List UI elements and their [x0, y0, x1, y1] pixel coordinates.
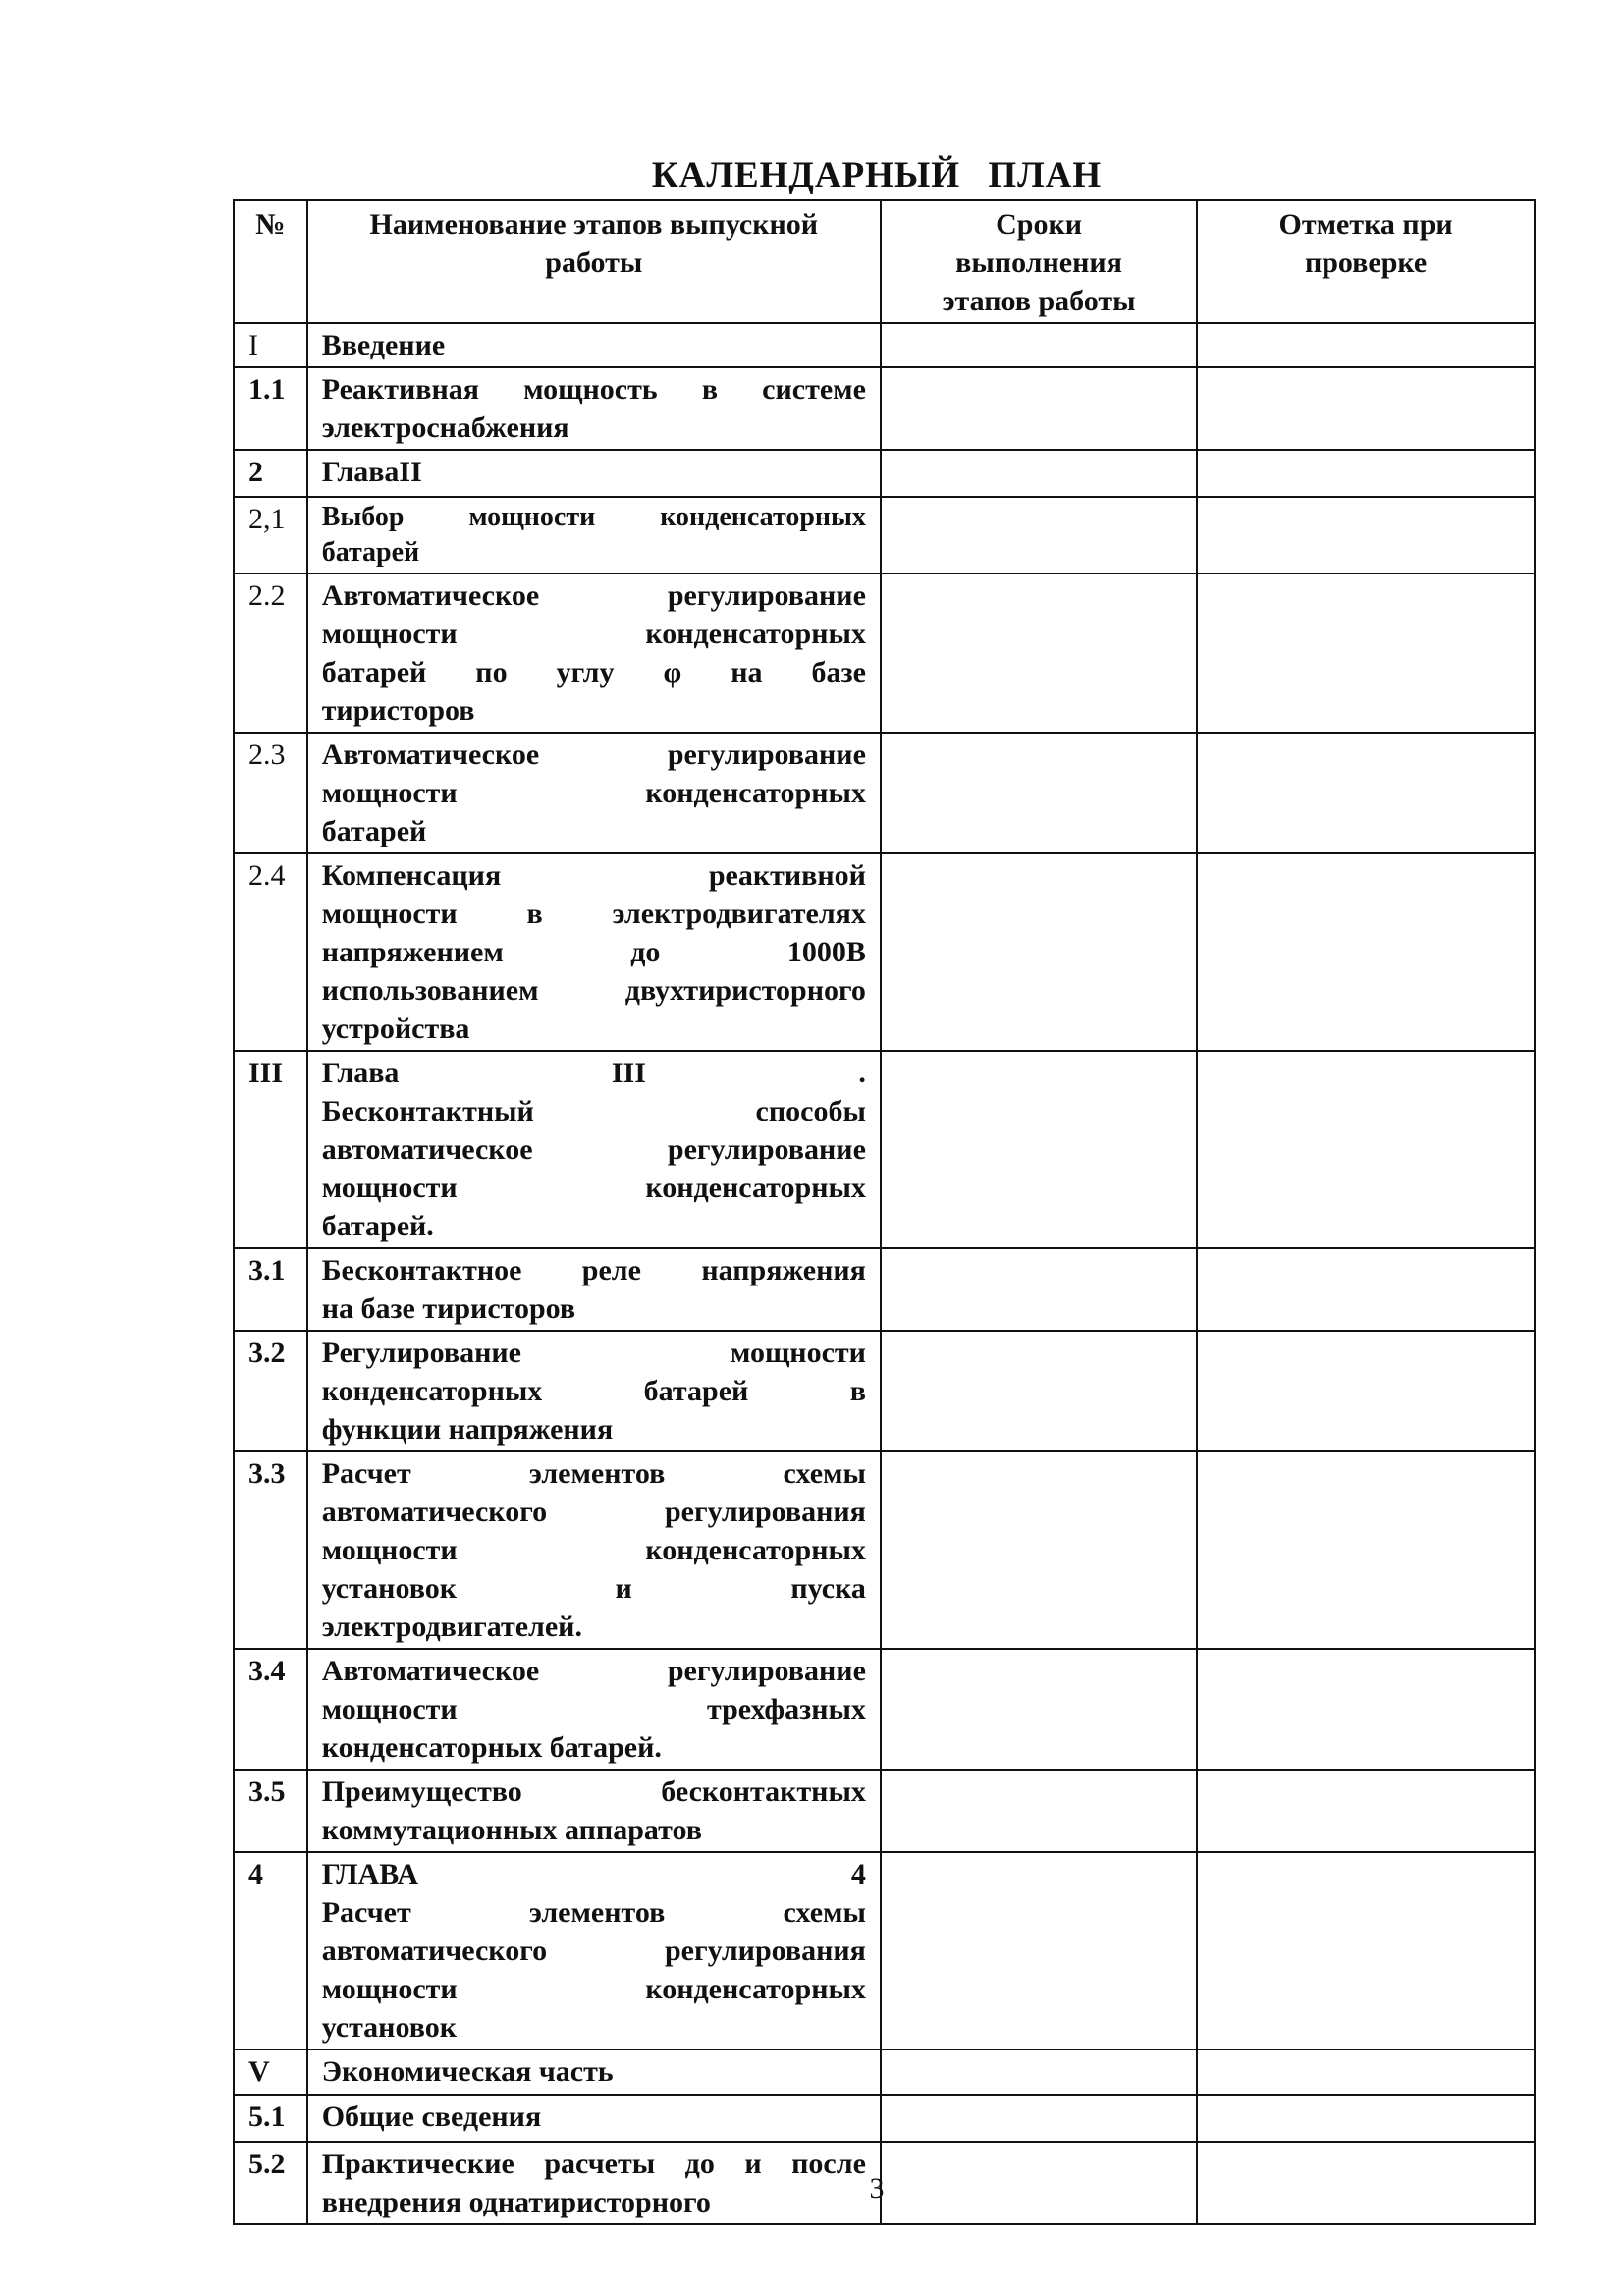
stage-name-line: Бесконтактное реле напряжения [321, 1254, 866, 1286]
stage-name-line: функции напряжения [321, 1413, 614, 1446]
stage-name-line: батарей по углу φ на базе [321, 656, 866, 688]
stage-number: 5.2 [234, 2142, 307, 2224]
table-row [234, 2095, 1535, 2142]
stage-name [307, 497, 881, 574]
table-row [234, 1451, 1535, 1649]
stage-name-line: батарей [321, 537, 420, 568]
stage-term-cell [881, 574, 1197, 733]
stage-term-cell [881, 1770, 1197, 1852]
stage-name-line: батарей. [321, 1210, 434, 1242]
stage-name [307, 1248, 881, 1331]
stage-number: III [234, 1051, 307, 1248]
calendar-plan-table [233, 199, 1536, 2225]
stage-mark-cell [1197, 1051, 1535, 1248]
stage-number: 2,1 [234, 497, 307, 574]
stage-term-cell [881, 367, 1197, 450]
stage-name-line: автоматическое регулирование [321, 1133, 866, 1166]
stage-name-line: Практические расчеты до и после [321, 2148, 866, 2180]
stage-name-line: Компенсация реактивной [321, 859, 866, 892]
table-row [234, 367, 1535, 450]
stage-term-cell [881, 1331, 1197, 1451]
stage-number: 3.5 [234, 1770, 307, 1852]
stage-term-cell [881, 2050, 1197, 2095]
stage-term-cell [881, 2095, 1197, 2142]
table-row [234, 323, 1535, 367]
stage-number: 3.3 [234, 1451, 307, 1649]
stage-name-line: ГЛАВА 4 [321, 1858, 866, 1890]
header-mark [1197, 200, 1535, 323]
stage-mark-cell [1197, 1248, 1535, 1331]
stage-mark-cell [1197, 574, 1535, 733]
stage-name-line: батарей [321, 815, 427, 847]
table-row [234, 853, 1535, 1051]
stage-name [307, 1331, 881, 1451]
stage-name [307, 1451, 881, 1649]
stage-term-cell [881, 1649, 1197, 1770]
stage-name-line: конденсаторных батарей в [321, 1375, 866, 1407]
stage-name-line: на базе тиристоров [321, 1292, 576, 1325]
stage-name [307, 853, 881, 1051]
stage-name [307, 1051, 881, 1248]
stage-term-cell [881, 1852, 1197, 2050]
header-term [881, 200, 1197, 323]
table-row [234, 497, 1535, 574]
table-row [234, 450, 1535, 497]
stage-name-line: Выбор мощности конденсаторных [321, 502, 866, 532]
stage-number: 2.2 [234, 574, 307, 733]
stage-mark-cell [1197, 1331, 1535, 1451]
stage-number: 3.2 [234, 1331, 307, 1451]
stage-name-line: мощности конденсаторных [321, 777, 866, 809]
stage-name [307, 733, 881, 853]
stage-name [307, 1649, 881, 1770]
stage-name-line: напряжением до 1000В [321, 936, 866, 968]
stage-mark-cell [1197, 2050, 1535, 2095]
stage-name-line: Бесконтактный способы [321, 1095, 866, 1127]
stage-name [307, 367, 881, 450]
table-row [234, 2050, 1535, 2095]
table-row [234, 1649, 1535, 1770]
stage-mark-cell [1197, 733, 1535, 853]
stage-name [307, 323, 881, 367]
stage-name-line: коммутационных аппаратов [321, 1814, 702, 1846]
stage-name [307, 574, 881, 733]
header-num: № [234, 200, 307, 323]
stage-name-line: мощности конденсаторных [321, 1534, 866, 1566]
stage-term-cell [881, 853, 1197, 1051]
stage-name-line: электродвигателей. [321, 1611, 582, 1643]
stage-term-cell [881, 1451, 1197, 1649]
table-header-row [234, 200, 1535, 323]
stage-name-line: электроснабжения [321, 411, 569, 444]
stage-mark-cell [1197, 2095, 1535, 2142]
stage-name-line: Автоматическое регулирование [321, 738, 866, 771]
stage-number: 3.1 [234, 1248, 307, 1331]
stage-name-line: ГлаваII [321, 456, 422, 488]
stage-name-line: Реактивная мощность в системе [321, 373, 866, 406]
stage-name-line: автоматического регулирования [321, 1496, 866, 1528]
stage-name-line: мощности конденсаторных [321, 1172, 866, 1204]
table-row [234, 574, 1535, 733]
stage-name [307, 2050, 881, 2095]
stage-mark-cell [1197, 1770, 1535, 1852]
stage-mark-cell [1197, 497, 1535, 574]
stage-number: 2 [234, 450, 307, 497]
stage-term-cell [881, 323, 1197, 367]
stage-number: I [234, 323, 307, 367]
page-number: 3 [869, 2172, 885, 2205]
stage-mark-cell [1197, 1649, 1535, 1770]
stage-name-line: установок и пуска [321, 1572, 866, 1605]
stage-number: V [234, 2050, 307, 2095]
header-name-text: Наименование этапов выпускной работы [369, 208, 819, 279]
stage-name-line: мощности в электродвигателях [321, 898, 866, 930]
stage-mark-cell [1197, 323, 1535, 367]
stage-mark-cell [1197, 853, 1535, 1051]
stage-name [307, 450, 881, 497]
stage-name-line: автоматического регулирования [321, 1935, 866, 1967]
stage-name-line: Расчет элементов схемы [321, 1896, 866, 1929]
stage-name-line: мощности конденсаторных [321, 1973, 866, 2005]
stage-name-line: Регулирование мощности [321, 1337, 866, 1369]
stage-number: 4 [234, 1852, 307, 2050]
stage-name-line: установок [321, 2011, 458, 2044]
table-row [234, 1852, 1535, 2050]
table-body [234, 323, 1535, 2224]
stage-mark-cell [1197, 1852, 1535, 2050]
table-row [234, 1770, 1535, 1852]
table-row [234, 733, 1535, 853]
stage-name [307, 1770, 881, 1852]
stage-name-line: конденсаторных батарей. [321, 1731, 662, 1764]
stage-mark-cell [1197, 367, 1535, 450]
page-title: КАЛЕНДАРНЫЙ ПЛАН [651, 155, 1103, 195]
stage-name-line: мощности трехфазных [321, 1693, 866, 1725]
table-row [234, 1051, 1535, 1248]
stage-mark-cell [1197, 1451, 1535, 1649]
table-row [234, 1248, 1535, 1331]
stage-number: 2.4 [234, 853, 307, 1051]
stage-number: 5.1 [234, 2095, 307, 2142]
stage-name-line: устройства [321, 1012, 470, 1045]
stage-name-line: использованием двухтиристорного [321, 974, 866, 1007]
stage-term-cell [881, 1248, 1197, 1331]
stage-name-line: Общие сведения [321, 2101, 542, 2133]
stage-mark-cell [1197, 450, 1535, 497]
header-mark-text: Отметка при проверке [1278, 208, 1453, 279]
stage-name-line: Преимущество бесконтактных [321, 1776, 866, 1808]
stage-number: 3.4 [234, 1649, 307, 1770]
stage-term-cell [881, 497, 1197, 574]
stage-name-line: мощности конденсаторных [321, 618, 866, 650]
stage-name-line: Расчет элементов схемы [321, 1457, 866, 1490]
stage-name-line: тиристоров [321, 694, 475, 727]
stage-number: 2.3 [234, 733, 307, 853]
stage-name [307, 2095, 881, 2142]
stage-name-line: Введение [321, 329, 446, 361]
table-row [234, 1331, 1535, 1451]
stage-name-line: Автоматическое регулирование [321, 579, 866, 612]
stage-term-cell [881, 450, 1197, 497]
stage-number: 1.1 [234, 367, 307, 450]
stage-name [307, 1852, 881, 2050]
header-name [307, 200, 881, 323]
stage-name-line: Автоматическое регулирование [321, 1655, 866, 1687]
stage-name-line: Экономическая часть [321, 2055, 614, 2088]
stage-term-cell [881, 733, 1197, 853]
stage-name-line: внедрения однатиристорного [321, 2186, 711, 2218]
stage-name-line: Глава III . [321, 1057, 866, 1089]
stage-term-cell [881, 1051, 1197, 1248]
header-term-text: Сроки выполнения этапов работы [942, 208, 1136, 317]
